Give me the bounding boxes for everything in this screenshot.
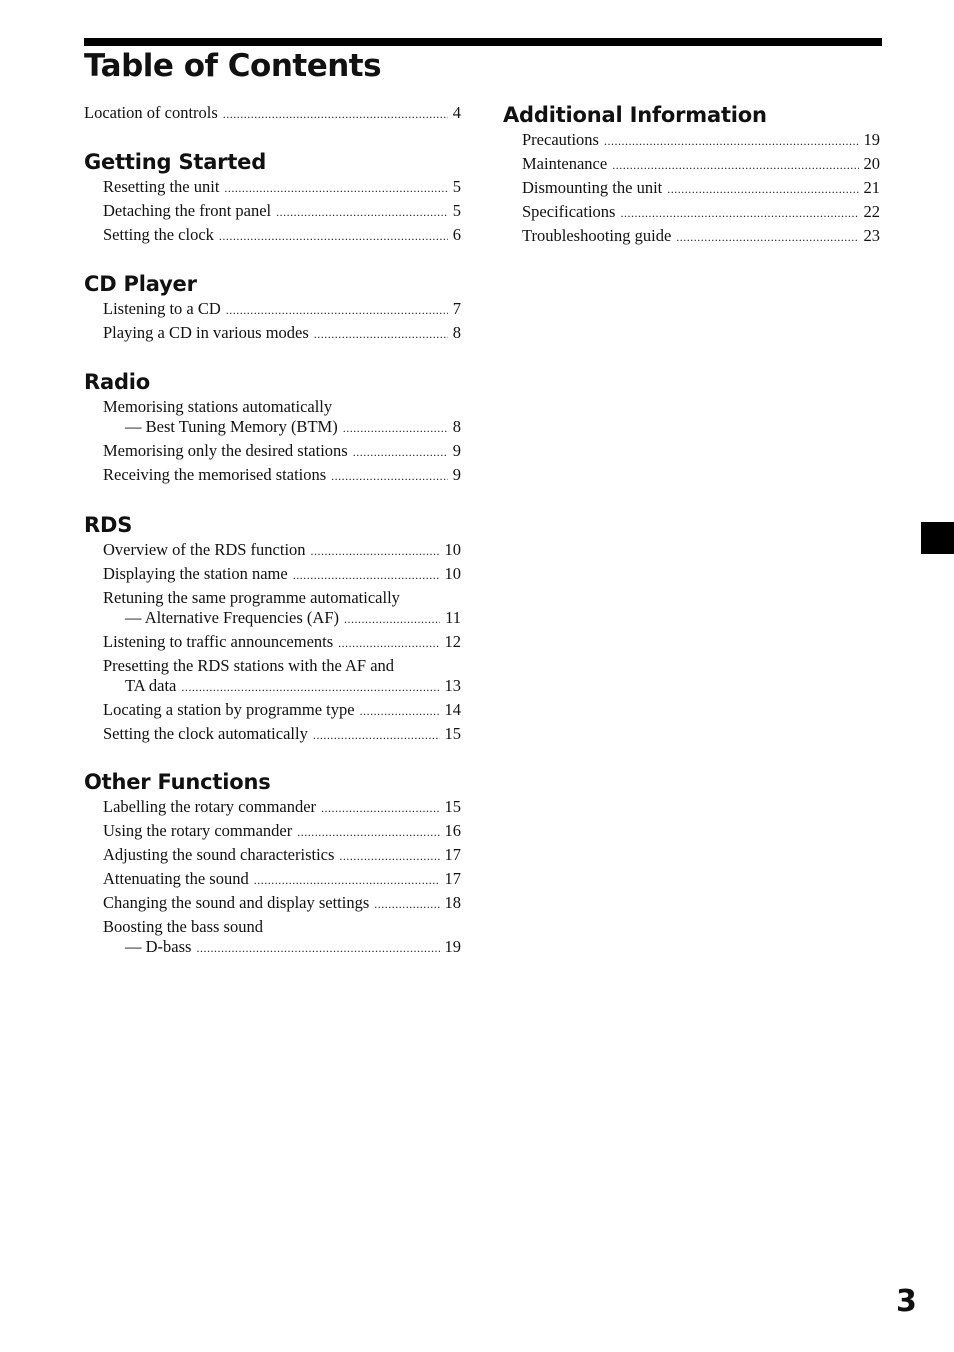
entry-page: 22 xyxy=(863,202,880,221)
toc-entry[interactable] xyxy=(84,323,461,343)
page-number: 3 xyxy=(896,1284,917,1319)
entry-page: 10 xyxy=(444,564,461,583)
entry-label: Detaching the front panel xyxy=(103,201,272,220)
entry-page: 8 xyxy=(452,417,461,436)
section-heading: RDS xyxy=(84,513,133,537)
toc-entry[interactable] xyxy=(84,917,461,957)
entry-label: — D-bass xyxy=(125,937,192,956)
toc-entry[interactable] xyxy=(84,397,461,437)
dot-leader xyxy=(314,323,448,343)
entry-page: 8 xyxy=(452,323,461,342)
entry-page: 13 xyxy=(444,676,461,695)
toc-entry[interactable] xyxy=(84,700,461,720)
dot-leader xyxy=(620,202,858,222)
entry-page: 15 xyxy=(444,724,461,743)
dot-leader xyxy=(196,937,439,957)
dot-leader xyxy=(297,821,439,841)
entry-page: 19 xyxy=(863,130,880,149)
dot-leader xyxy=(311,540,440,560)
toc-intro xyxy=(84,103,461,127)
toc-entry[interactable] xyxy=(84,299,461,319)
toc-entry[interactable] xyxy=(84,893,461,913)
dot-leader xyxy=(293,564,440,584)
section-radio xyxy=(84,370,461,489)
entry-label: Dismounting the unit xyxy=(522,178,663,197)
toc-entry[interactable] xyxy=(84,632,461,652)
entry-page: 12 xyxy=(444,632,461,651)
dot-leader xyxy=(313,724,440,744)
section-heading: Radio xyxy=(84,370,150,394)
entry-page: 18 xyxy=(444,893,461,912)
dot-leader xyxy=(331,465,448,485)
entry-page: 17 xyxy=(444,869,461,888)
toc-entry[interactable] xyxy=(84,797,461,817)
entry-page: 5 xyxy=(452,177,461,196)
dot-leader xyxy=(344,608,440,628)
section-getting-started xyxy=(84,150,461,249)
entry-page: 11 xyxy=(445,608,461,627)
toc-entry[interactable] xyxy=(84,724,461,744)
entry-page: 4 xyxy=(452,103,461,122)
toc-entry[interactable] xyxy=(84,845,461,865)
entry-page: 16 xyxy=(444,821,461,840)
entry-label: Troubleshooting guide xyxy=(522,226,672,245)
toc-entry[interactable] xyxy=(503,226,880,246)
entry-page: 15 xyxy=(444,797,461,816)
entry-page: 17 xyxy=(444,845,461,864)
toc-entry[interactable] xyxy=(84,540,461,560)
toc-entry[interactable] xyxy=(503,202,880,222)
entry-label: Memorising only the desired stations xyxy=(103,441,348,460)
section-heading: Getting Started xyxy=(84,150,267,174)
section-additional-information xyxy=(503,103,880,250)
dot-leader xyxy=(226,299,448,319)
toc-entry[interactable] xyxy=(84,588,461,628)
top-rule xyxy=(84,38,882,46)
entry-label: Locating a station by programme type xyxy=(103,700,355,719)
entry-label: Resetting the unit xyxy=(103,177,220,196)
entry-label: Using the rotary commander xyxy=(103,821,293,840)
page-title: Table of Contents xyxy=(84,48,382,84)
entry-page: 14 xyxy=(444,700,461,719)
toc-entry[interactable] xyxy=(84,656,461,696)
dot-leader xyxy=(339,845,439,865)
entry-page: 10 xyxy=(444,540,461,559)
section-heading: Additional Information xyxy=(503,103,767,127)
section-rds xyxy=(84,513,461,748)
entry-label: Location of controls xyxy=(84,103,218,122)
entry-label: TA data xyxy=(125,676,177,695)
toc-entry[interactable] xyxy=(84,564,461,584)
dot-leader xyxy=(276,201,448,221)
entry-label: Labelling the rotary commander xyxy=(103,797,317,816)
entry-page: 9 xyxy=(452,465,461,484)
dot-leader xyxy=(181,676,439,696)
section-heading: Other Functions xyxy=(84,770,271,794)
dot-leader xyxy=(667,178,858,198)
dot-leader xyxy=(604,130,859,150)
dot-leader xyxy=(223,103,448,123)
entry-label: — Alternative Frequencies (AF) xyxy=(125,608,339,627)
toc-entry[interactable] xyxy=(503,130,880,150)
entry-page: 6 xyxy=(452,225,461,244)
entry-label: Changing the sound and display settings xyxy=(103,893,370,912)
entry-lead: Presetting the RDS stations with the AF and xyxy=(103,656,395,675)
entry-label: Displaying the station name xyxy=(103,564,288,583)
toc-entry[interactable] xyxy=(84,225,461,245)
section-tab-marker xyxy=(921,522,954,554)
dot-leader xyxy=(219,225,448,245)
entry-page: 19 xyxy=(444,937,461,956)
entry-page: 23 xyxy=(863,226,880,245)
entry-page: 7 xyxy=(452,299,461,318)
dot-leader xyxy=(676,226,858,246)
entry-label: Specifications xyxy=(522,202,616,221)
dot-leader xyxy=(374,893,439,913)
entry-page: 21 xyxy=(863,178,880,197)
dot-leader xyxy=(338,632,439,652)
toc-entry[interactable] xyxy=(84,177,461,197)
entry-page: 9 xyxy=(452,441,461,460)
entry-label: Setting the clock xyxy=(103,225,214,244)
toc-entry[interactable] xyxy=(84,103,461,123)
entry-label: Receiving the memorised stations xyxy=(103,465,327,484)
entry-label: Attenuating the sound xyxy=(103,869,249,888)
toc-entry[interactable] xyxy=(84,465,461,485)
dot-leader xyxy=(360,700,440,720)
entry-label: — Best Tuning Memory (BTM) xyxy=(125,417,338,436)
entry-label: Setting the clock automatically xyxy=(103,724,308,743)
entry-label: Maintenance xyxy=(522,154,608,173)
section-heading: CD Player xyxy=(84,272,197,296)
toc-entry[interactable] xyxy=(84,201,461,221)
section-cd-player xyxy=(84,272,461,347)
toc-entry[interactable] xyxy=(503,178,880,198)
entry-label: Precautions xyxy=(522,130,599,149)
entry-label: Listening to traffic announcements xyxy=(103,632,334,651)
dot-leader xyxy=(612,154,858,174)
toc-entry[interactable] xyxy=(84,869,461,889)
toc-entry[interactable] xyxy=(84,441,461,461)
dot-leader xyxy=(343,417,448,437)
dot-leader xyxy=(321,797,439,817)
section-other-functions xyxy=(84,770,461,961)
entry-label: Playing a CD in various modes xyxy=(103,323,309,342)
entry-lead: Boosting the bass sound xyxy=(103,917,263,936)
toc-entry[interactable] xyxy=(503,154,880,174)
entry-page: 20 xyxy=(863,154,880,173)
dot-leader xyxy=(254,869,440,889)
entry-lead: Retuning the same programme automatically xyxy=(103,588,400,607)
toc-entry[interactable] xyxy=(84,821,461,841)
dot-leader xyxy=(224,177,447,197)
entry-label: Listening to a CD xyxy=(103,299,221,318)
entry-lead: Memorising stations automatically xyxy=(103,397,333,416)
dot-leader xyxy=(353,441,448,461)
entry-page: 5 xyxy=(452,201,461,220)
entry-label: Overview of the RDS function xyxy=(103,540,306,559)
entry-label: Adjusting the sound characteristics xyxy=(103,845,335,864)
